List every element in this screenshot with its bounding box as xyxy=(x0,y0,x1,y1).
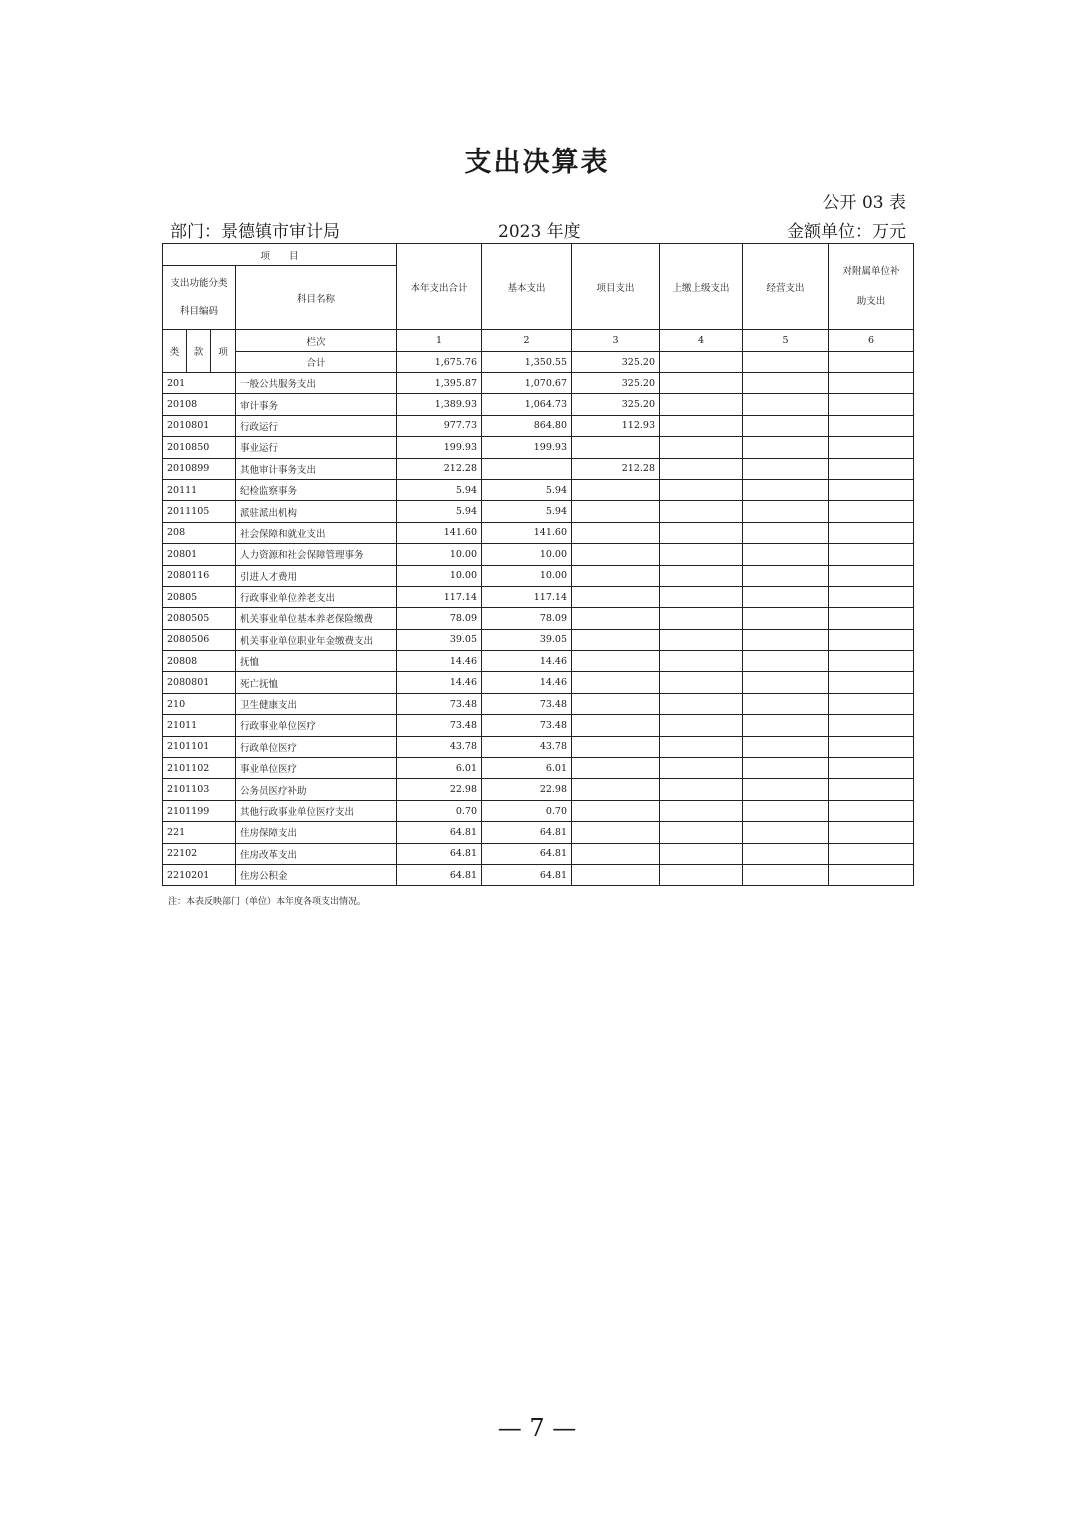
row-value-6 xyxy=(829,394,914,415)
header-class: 类 xyxy=(163,330,187,373)
row-value-5 xyxy=(743,373,829,394)
row-name: 抚恤 xyxy=(236,651,397,672)
row-value-2: 43.78 xyxy=(482,736,572,757)
expenditure-table xyxy=(162,243,914,886)
table-row xyxy=(163,779,914,800)
row-name: 其他行政事业单位医疗支出 xyxy=(236,800,397,821)
row-value-1: 212.28 xyxy=(397,458,482,479)
row-value-4 xyxy=(660,522,743,543)
header-col-upper: 上缴上级支出 xyxy=(660,244,743,330)
row-code: 208 xyxy=(163,522,236,543)
row-value-3 xyxy=(572,522,660,543)
row-value-6 xyxy=(829,843,914,864)
row-value-1: 977.73 xyxy=(397,415,482,436)
header-func-class-line2: 科目编码 xyxy=(179,305,218,317)
row-value-6 xyxy=(829,800,914,821)
row-value-5 xyxy=(743,843,829,864)
row-name: 死亡抚恤 xyxy=(236,672,397,693)
row-value-5 xyxy=(743,394,829,415)
row-value-1: 5.94 xyxy=(397,479,482,500)
row-value-1: 1,389.93 xyxy=(397,394,482,415)
amount-unit-label: 金额单位：万元 xyxy=(787,222,906,242)
row-value-1: 14.46 xyxy=(397,672,482,693)
row-value-6 xyxy=(829,522,914,543)
department-label: 部门：景德镇市审计局 xyxy=(170,222,340,242)
row-value-3 xyxy=(572,758,660,779)
table-note: 注：本表反映部门（单位）本年度各项支出情况。 xyxy=(168,897,367,907)
row-value-6 xyxy=(829,437,914,458)
row-value-3 xyxy=(572,693,660,714)
row-value-3 xyxy=(572,736,660,757)
row-value-1: 64.81 xyxy=(397,843,482,864)
header-col-project: 项目支出 xyxy=(572,244,660,330)
row-value-6 xyxy=(829,415,914,436)
row-value-3 xyxy=(572,800,660,821)
header-index-3: 3 xyxy=(572,330,660,352)
row-value-2: 1,064.73 xyxy=(482,394,572,415)
row-value-2: 64.81 xyxy=(482,864,572,885)
row-value-2: 117.14 xyxy=(482,586,572,607)
row-value-2: 10.00 xyxy=(482,544,572,565)
row-code: 20801 xyxy=(163,544,236,565)
row-value-3 xyxy=(572,586,660,607)
row-value-5 xyxy=(743,479,829,500)
table-row xyxy=(163,544,914,565)
row-code: 2101103 xyxy=(163,779,236,800)
row-value-3 xyxy=(572,672,660,693)
row-name: 引进人才费用 xyxy=(236,565,397,586)
row-value-1: 73.48 xyxy=(397,715,482,736)
row-value-3: 325.20 xyxy=(572,394,660,415)
table-row xyxy=(163,864,914,885)
row-value-3 xyxy=(572,479,660,500)
row-value-4 xyxy=(660,501,743,522)
row-value-2: 1,070.67 xyxy=(482,373,572,394)
row-code: 2080801 xyxy=(163,672,236,693)
row-value-3 xyxy=(572,501,660,522)
row-name: 其他审计事务支出 xyxy=(236,458,397,479)
total-row xyxy=(163,352,914,373)
table-row xyxy=(163,437,914,458)
row-name: 住房保障支出 xyxy=(236,822,397,843)
table-row xyxy=(163,672,914,693)
row-name: 行政事业单位医疗 xyxy=(236,715,397,736)
row-value-5 xyxy=(743,522,829,543)
row-value-2: 5.94 xyxy=(482,479,572,500)
row-value-5 xyxy=(743,779,829,800)
row-value-6 xyxy=(829,651,914,672)
fiscal-year-label: 2023 年度 xyxy=(498,222,581,242)
table-row xyxy=(163,843,914,864)
row-value-3 xyxy=(572,843,660,864)
row-name: 公务员医疗补助 xyxy=(236,779,397,800)
table-row xyxy=(163,479,914,500)
row-value-5 xyxy=(743,758,829,779)
row-name: 行政事业单位养老支出 xyxy=(236,586,397,607)
row-name: 纪检监察事务 xyxy=(236,479,397,500)
row-value-4 xyxy=(660,629,743,650)
total-value-6 xyxy=(829,352,914,373)
total-value-1: 1,675.76 xyxy=(397,352,482,373)
row-value-2: 5.94 xyxy=(482,501,572,522)
row-value-2: 14.46 xyxy=(482,672,572,693)
row-value-1: 0.70 xyxy=(397,800,482,821)
page-number: — 7 — xyxy=(497,1414,577,1442)
row-value-1: 141.60 xyxy=(397,522,482,543)
row-name: 人力资源和社会保障管理事务 xyxy=(236,544,397,565)
row-value-5 xyxy=(743,565,829,586)
row-value-3 xyxy=(572,565,660,586)
row-value-2: 39.05 xyxy=(482,629,572,650)
row-value-6 xyxy=(829,458,914,479)
row-value-1: 10.00 xyxy=(397,565,482,586)
row-value-2: 78.09 xyxy=(482,608,572,629)
header-section: 款 xyxy=(187,330,211,373)
row-code: 2010801 xyxy=(163,415,236,436)
table-row xyxy=(163,394,914,415)
header-row-index: 栏次 xyxy=(236,330,397,352)
row-value-4 xyxy=(660,458,743,479)
row-value-4 xyxy=(660,822,743,843)
table-row xyxy=(163,629,914,650)
row-value-6 xyxy=(829,864,914,885)
row-value-1: 64.81 xyxy=(397,864,482,885)
total-value-2: 1,350.55 xyxy=(482,352,572,373)
row-value-1: 199.93 xyxy=(397,437,482,458)
row-value-4 xyxy=(660,864,743,885)
row-value-5 xyxy=(743,458,829,479)
row-value-1: 1,395.87 xyxy=(397,373,482,394)
row-value-3 xyxy=(572,822,660,843)
row-code: 2011105 xyxy=(163,501,236,522)
header-index-6: 6 xyxy=(829,330,914,352)
row-name: 派驻派出机构 xyxy=(236,501,397,522)
row-code: 210 xyxy=(163,693,236,714)
row-value-6 xyxy=(829,736,914,757)
row-value-1: 39.05 xyxy=(397,629,482,650)
header-col-basic: 基本支出 xyxy=(482,244,572,330)
row-value-5 xyxy=(743,608,829,629)
row-value-4 xyxy=(660,373,743,394)
header-func-class xyxy=(163,266,236,330)
row-name: 行政运行 xyxy=(236,415,397,436)
row-value-2: 73.48 xyxy=(482,715,572,736)
row-value-4 xyxy=(660,843,743,864)
table-row xyxy=(163,415,914,436)
header-col-subsidy-line2: 助支出 xyxy=(856,295,886,307)
row-value-2: 864.80 xyxy=(482,415,572,436)
header-sub: 项 xyxy=(211,330,236,373)
row-value-3: 212.28 xyxy=(572,458,660,479)
row-value-4 xyxy=(660,779,743,800)
row-value-1: 6.01 xyxy=(397,758,482,779)
row-value-2: 73.48 xyxy=(482,693,572,714)
header-subject-name: 科目名称 xyxy=(236,266,397,330)
header-index-1: 1 xyxy=(397,330,482,352)
row-value-6 xyxy=(829,608,914,629)
row-value-1: 10.00 xyxy=(397,544,482,565)
total-value-4 xyxy=(660,352,743,373)
row-value-3 xyxy=(572,651,660,672)
table-row xyxy=(163,608,914,629)
row-value-5 xyxy=(743,415,829,436)
header-col-subsidy xyxy=(829,244,914,330)
row-value-4 xyxy=(660,651,743,672)
row-value-6 xyxy=(829,501,914,522)
row-name: 行政单位医疗 xyxy=(236,736,397,757)
row-name: 机关事业单位职业年金缴费支出 xyxy=(236,629,397,650)
row-value-6 xyxy=(829,373,914,394)
header-index-2: 2 xyxy=(482,330,572,352)
table-row xyxy=(163,373,914,394)
row-value-2: 64.81 xyxy=(482,822,572,843)
table-row xyxy=(163,800,914,821)
row-code: 20108 xyxy=(163,394,236,415)
row-name: 卫生健康支出 xyxy=(236,693,397,714)
row-code: 2101102 xyxy=(163,758,236,779)
row-value-1: 5.94 xyxy=(397,501,482,522)
row-value-2 xyxy=(482,458,572,479)
header-func-class-line1: 支出功能分类 xyxy=(170,277,228,289)
row-value-5 xyxy=(743,586,829,607)
row-value-4 xyxy=(660,693,743,714)
row-name: 事业运行 xyxy=(236,437,397,458)
row-value-1: 78.09 xyxy=(397,608,482,629)
header-col-business: 经营支出 xyxy=(743,244,829,330)
row-name: 审计事务 xyxy=(236,394,397,415)
row-code: 2080116 xyxy=(163,565,236,586)
row-name: 机关事业单位基本养老保险缴费 xyxy=(236,608,397,629)
row-code: 2010899 xyxy=(163,458,236,479)
row-value-3 xyxy=(572,608,660,629)
form-number: 公开 03 表 xyxy=(822,193,906,213)
table-row xyxy=(163,822,914,843)
row-value-4 xyxy=(660,672,743,693)
total-value-3: 325.20 xyxy=(572,352,660,373)
table-row xyxy=(163,522,914,543)
row-value-3 xyxy=(572,715,660,736)
row-code: 2210201 xyxy=(163,864,236,885)
row-code: 20808 xyxy=(163,651,236,672)
row-code: 2080505 xyxy=(163,608,236,629)
table-row xyxy=(163,501,914,522)
row-value-5 xyxy=(743,544,829,565)
table-row xyxy=(163,736,914,757)
row-value-1: 73.48 xyxy=(397,693,482,714)
row-value-4 xyxy=(660,479,743,500)
row-value-2: 10.00 xyxy=(482,565,572,586)
header-index-5: 5 xyxy=(743,330,829,352)
row-value-1: 117.14 xyxy=(397,586,482,607)
row-value-5 xyxy=(743,822,829,843)
row-code: 21011 xyxy=(163,715,236,736)
row-value-4 xyxy=(660,800,743,821)
row-value-2: 6.01 xyxy=(482,758,572,779)
row-name: 住房改革支出 xyxy=(236,843,397,864)
row-value-2: 14.46 xyxy=(482,651,572,672)
header-col-subsidy-line1: 对附属单位补 xyxy=(842,265,900,277)
row-value-3 xyxy=(572,544,660,565)
row-code: 2101199 xyxy=(163,800,236,821)
row-value-5 xyxy=(743,629,829,650)
row-value-4 xyxy=(660,437,743,458)
total-label: 合计 xyxy=(236,352,397,373)
header-col-total: 本年支出合计 xyxy=(397,244,482,330)
row-value-3: 112.93 xyxy=(572,415,660,436)
row-value-4 xyxy=(660,608,743,629)
row-value-6 xyxy=(829,715,914,736)
row-value-2: 141.60 xyxy=(482,522,572,543)
row-value-3 xyxy=(572,629,660,650)
row-value-6 xyxy=(829,586,914,607)
row-value-4 xyxy=(660,758,743,779)
row-value-4 xyxy=(660,415,743,436)
row-value-4 xyxy=(660,565,743,586)
header-item: 项 目 xyxy=(163,244,397,266)
row-value-1: 14.46 xyxy=(397,651,482,672)
row-value-4 xyxy=(660,394,743,415)
page-title: 支出决算表 xyxy=(464,147,610,178)
row-value-6 xyxy=(829,672,914,693)
row-value-5 xyxy=(743,501,829,522)
row-value-5 xyxy=(743,651,829,672)
table-row xyxy=(163,586,914,607)
total-value-5 xyxy=(743,352,829,373)
row-value-6 xyxy=(829,758,914,779)
row-value-6 xyxy=(829,544,914,565)
row-name: 一般公共服务支出 xyxy=(236,373,397,394)
row-value-2: 199.93 xyxy=(482,437,572,458)
row-value-4 xyxy=(660,544,743,565)
row-name: 社会保障和就业支出 xyxy=(236,522,397,543)
table-row xyxy=(163,758,914,779)
row-value-5 xyxy=(743,864,829,885)
row-code: 2080506 xyxy=(163,629,236,650)
table-row xyxy=(163,715,914,736)
row-code: 20111 xyxy=(163,479,236,500)
row-value-4 xyxy=(660,715,743,736)
header-index-4: 4 xyxy=(660,330,743,352)
table-row xyxy=(163,693,914,714)
row-value-5 xyxy=(743,736,829,757)
row-value-1: 22.98 xyxy=(397,779,482,800)
row-code: 2101101 xyxy=(163,736,236,757)
row-value-3 xyxy=(572,779,660,800)
row-value-2: 0.70 xyxy=(482,800,572,821)
row-name: 事业单位医疗 xyxy=(236,758,397,779)
row-value-6 xyxy=(829,822,914,843)
row-value-5 xyxy=(743,437,829,458)
table-row xyxy=(163,651,914,672)
row-code: 221 xyxy=(163,822,236,843)
row-name: 住房公积金 xyxy=(236,864,397,885)
row-value-2: 22.98 xyxy=(482,779,572,800)
row-value-1: 43.78 xyxy=(397,736,482,757)
row-value-6 xyxy=(829,693,914,714)
row-value-4 xyxy=(660,586,743,607)
table-row xyxy=(163,458,914,479)
row-value-1: 64.81 xyxy=(397,822,482,843)
row-value-3: 325.20 xyxy=(572,373,660,394)
row-value-6 xyxy=(829,629,914,650)
row-value-5 xyxy=(743,672,829,693)
row-value-6 xyxy=(829,779,914,800)
row-value-4 xyxy=(660,736,743,757)
row-value-3 xyxy=(572,864,660,885)
row-value-5 xyxy=(743,715,829,736)
row-value-3 xyxy=(572,437,660,458)
table-row xyxy=(163,565,914,586)
row-value-6 xyxy=(829,565,914,586)
row-code: 201 xyxy=(163,373,236,394)
row-value-5 xyxy=(743,800,829,821)
row-value-2: 64.81 xyxy=(482,843,572,864)
row-value-6 xyxy=(829,479,914,500)
row-code: 2010850 xyxy=(163,437,236,458)
row-code: 22102 xyxy=(163,843,236,864)
row-value-5 xyxy=(743,693,829,714)
row-code: 20805 xyxy=(163,586,236,607)
